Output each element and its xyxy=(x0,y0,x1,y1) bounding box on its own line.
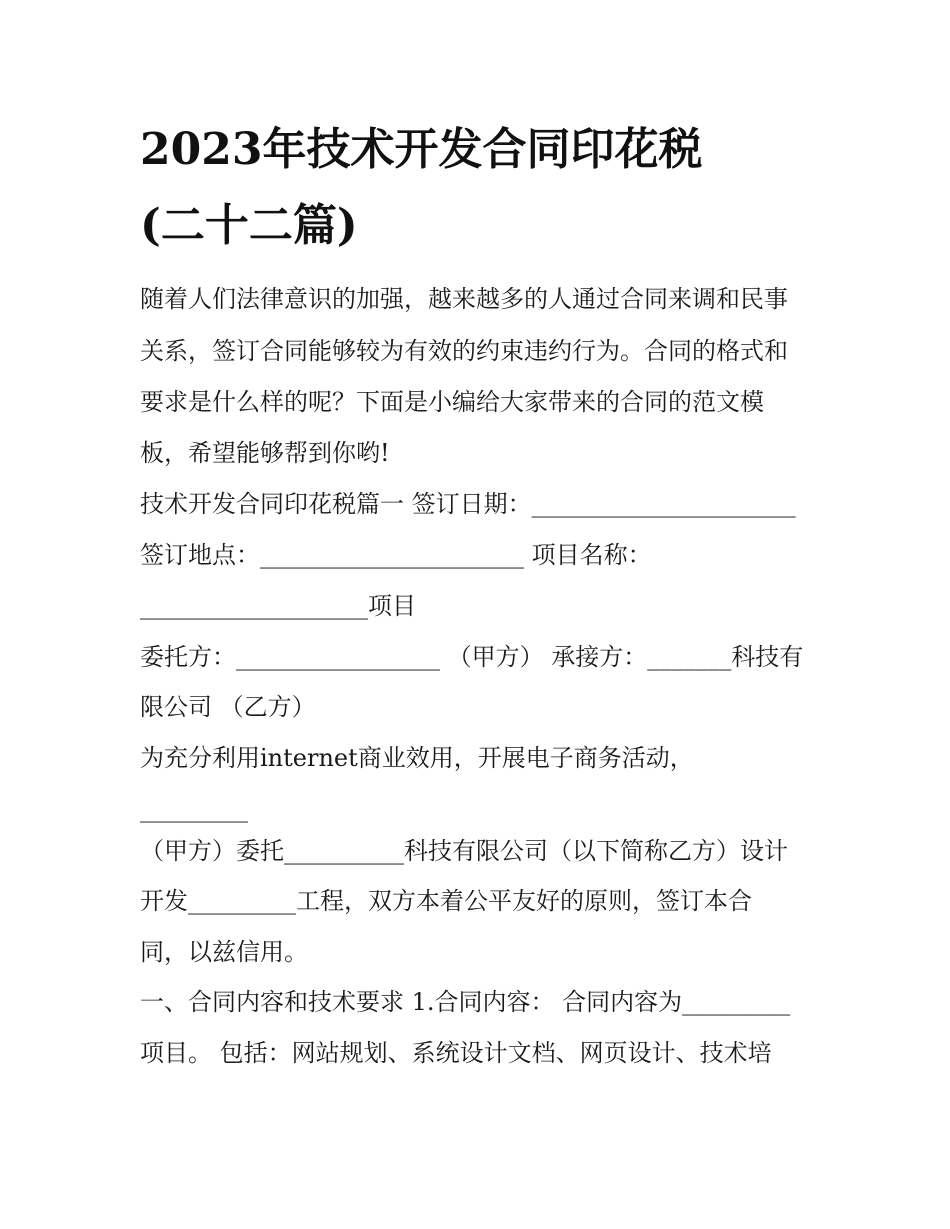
title-line-2: (二十二篇) xyxy=(140,200,358,251)
body-line-16: 项目。 包括：网站规划、系统设计文档、网页设计、技术培 xyxy=(140,1039,772,1067)
body-line-11: _________ xyxy=(140,795,248,823)
body-line-2: 关系，签订合同能够较为有效的约束违约行为。合同的格式和 xyxy=(140,337,788,365)
body-line-6: 签订地点：______________________ 项目名称： xyxy=(140,541,652,569)
document-title xyxy=(140,112,820,264)
body-line-3: 要求是什么样的呢？下面是小编给大家带来的合同的范文模 xyxy=(140,388,764,416)
body-line-15: 一、合同内容和技术要求 1.合同内容： 合同内容为_________ xyxy=(140,988,791,1016)
body-line-10: 为充分利用internet商业效用，开展电子商务活动， xyxy=(140,744,694,772)
body-line-1: 随着人们法律意识的加强，越来越多的人通过合同来调和民事 xyxy=(140,285,788,313)
body-line-4: 板，希望能够帮到你哟! xyxy=(140,439,390,467)
body-line-9: 限公司 （乙方） xyxy=(140,693,316,721)
body-line-8: 委托方：_________________ （甲方） 承接方：_______科技有 xyxy=(140,643,804,671)
body-line-7: ___________________项目 xyxy=(140,592,416,620)
body-line-5: 技术开发合同印花税篇一 签订日期：______________________ xyxy=(140,490,796,518)
title-line-1: 2023年技术开发合同印花税 xyxy=(140,124,703,175)
body-line-13: 开发_________工程，双方本着公平友好的原则，签订本合 xyxy=(140,887,752,915)
body-line-12: （甲方）委托__________科技有限公司（以下简称乙方）设计 xyxy=(140,837,788,865)
body-line-14: 同，以兹信用。 xyxy=(140,938,308,966)
